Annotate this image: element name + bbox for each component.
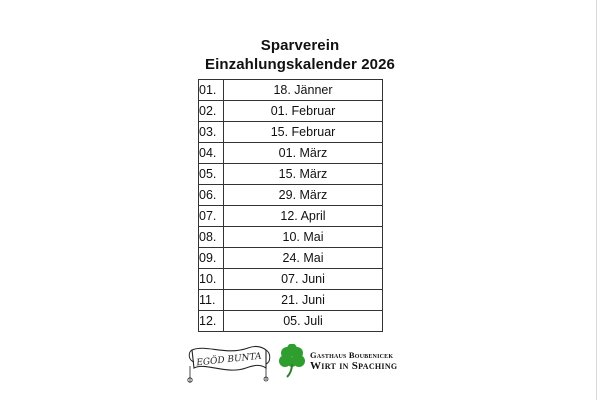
- row-number: 04.: [199, 143, 224, 164]
- deposit-date: 15. Februar: [224, 122, 383, 143]
- table-row: [199, 164, 383, 185]
- deposit-date: 05. Juli: [224, 311, 383, 332]
- table-row: [199, 311, 383, 332]
- deposit-date: 01. März: [224, 143, 383, 164]
- deposit-date: 24. Mai: [224, 248, 383, 269]
- table-row: [199, 227, 383, 248]
- table-row: [199, 185, 383, 206]
- row-number: 07.: [199, 206, 224, 227]
- deposit-date: 07. Juni: [224, 269, 383, 290]
- deposit-date: 21. Juni: [224, 290, 383, 311]
- table-row: [199, 143, 383, 164]
- row-number: 10.: [199, 269, 224, 290]
- deposit-date: 29. März: [224, 185, 383, 206]
- table-row: [199, 122, 383, 143]
- deposit-date: 15. März: [224, 164, 383, 185]
- page-title: Sparverein: [260, 37, 340, 54]
- banner-logo-icon: [186, 340, 272, 385]
- shamrock-icon: [277, 344, 307, 378]
- row-number: 08.: [199, 227, 224, 248]
- deposit-calendar-table: [198, 79, 383, 332]
- row-number: 03.: [199, 122, 224, 143]
- row-number: 06.: [199, 185, 224, 206]
- deposit-date: 12. April: [224, 206, 383, 227]
- table-row: [199, 101, 383, 122]
- row-number: 09.: [199, 248, 224, 269]
- row-number: 02.: [199, 101, 224, 122]
- table-row: [199, 80, 383, 101]
- row-number: 12.: [199, 311, 224, 332]
- deposit-date: 01. Februar: [224, 101, 383, 122]
- deposit-date: 10. Mai: [224, 227, 383, 248]
- table-row: [199, 206, 383, 227]
- row-number: 05.: [199, 164, 224, 185]
- row-number: 01.: [199, 80, 224, 101]
- inn-place-label: Wirt in Spaching: [310, 360, 398, 372]
- deposit-date: 18. Jänner: [224, 80, 383, 101]
- table-row: [199, 248, 383, 269]
- page-subtitle: Einzahlungskalender 2026: [205, 56, 395, 73]
- table-row: [199, 269, 383, 290]
- svg-text:EGÖD BUNTA: EGÖD BUNTA: [196, 351, 262, 369]
- inn-name-label: Gasthaus Boubenicek: [310, 350, 394, 360]
- table-row: [199, 290, 383, 311]
- row-number: 11.: [199, 290, 224, 311]
